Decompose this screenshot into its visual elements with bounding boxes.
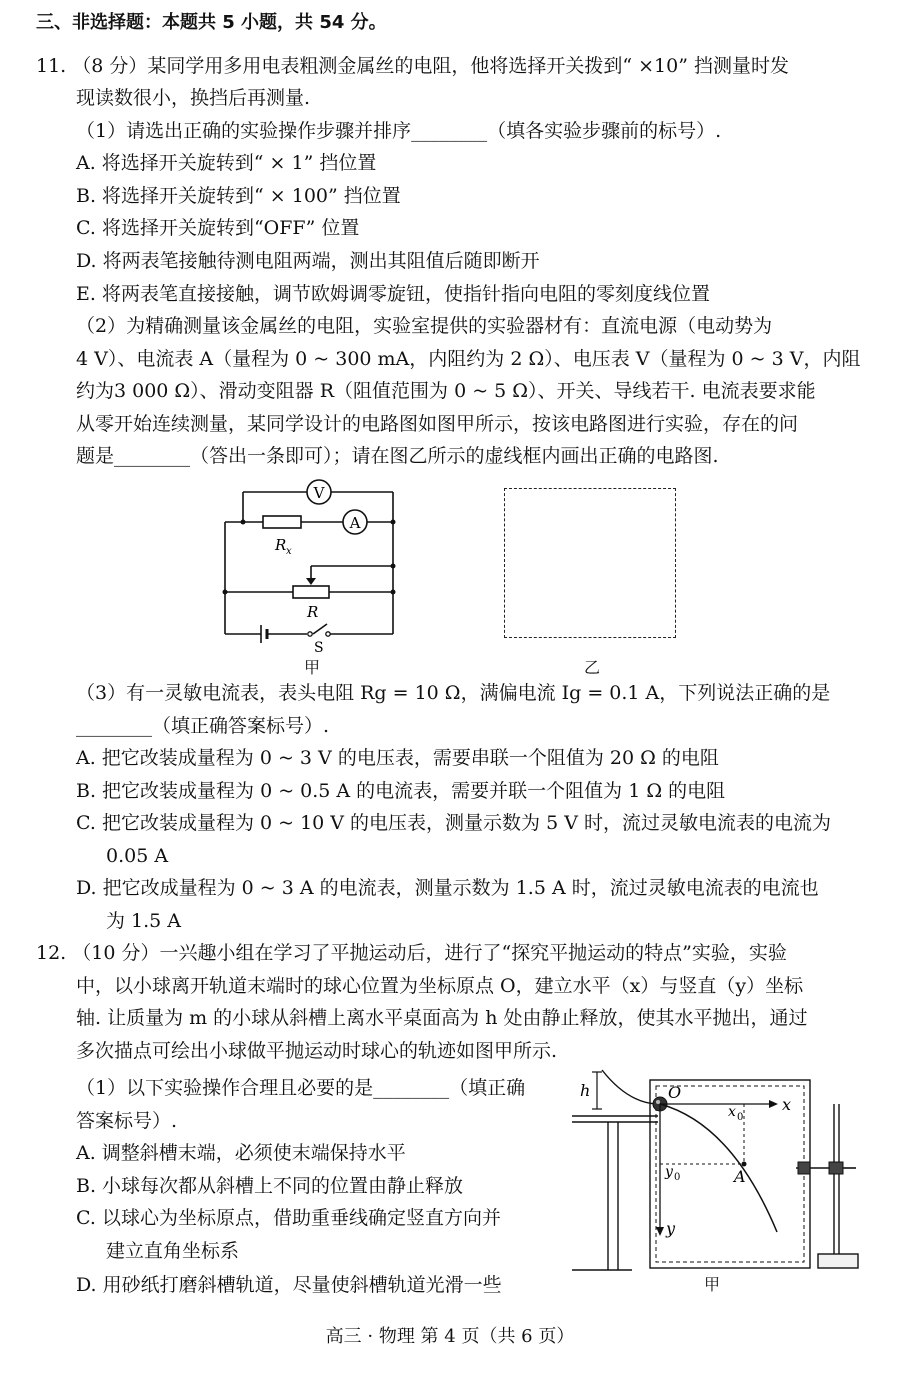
page-footer: 高三 · 物理 第 4 页（共 6 页） [325, 1326, 575, 1347]
q12-part1-option-d: D. 用砂纸打磨斜槽轨道，尽量使斜槽轨道光滑一些 [76, 1274, 502, 1296]
clamp-left [798, 1162, 810, 1174]
figure-caption-projectile: 甲 [704, 1275, 721, 1294]
point-a-label: A [734, 1167, 746, 1186]
q12-part1-option-c-line-1: C. 以球心为坐标原点，借助重垂线确定竖直方向并 [76, 1207, 501, 1229]
q11-part1-prompt: （1）请选出正确的实验操作步骤并排序________（填各实验步骤前的标号）. [76, 120, 722, 142]
rx-subscript: x [286, 546, 292, 557]
q11-part1-option-a: A. 将选择开关旋转到“ × 1” 挡位置 [76, 152, 377, 174]
x0-subscript: 0 [737, 1112, 744, 1123]
q11-intro-line-2: 现读数很小，换挡后再测量. [76, 87, 311, 109]
trajectory-curve [660, 1104, 777, 1232]
q11-part1-option-e: E. 将两表笔直接接触，调节欧姆调零旋钮，使指针指向电阻的零刻度线位置 [76, 283, 710, 305]
circuit-diagram-jia [215, 474, 415, 654]
projectile-figure [572, 1064, 872, 1294]
q12-part1-option-b: B. 小球每次都从斜槽上不同的位置由静止释放 [76, 1175, 464, 1197]
x0-label: x [728, 1104, 736, 1120]
figure-caption-yi: 乙 [584, 658, 601, 677]
q12-part1-option-c-line-2: 建立直角坐标系 [106, 1240, 240, 1262]
q12-part1-line-2: 答案标号）. [76, 1110, 178, 1132]
q11-part2-line-5: 题是________（答出一条即可）；请在图乙所示的虚线框内画出正确的电路图. [76, 445, 719, 467]
y-axis-arrow-icon [656, 1227, 664, 1236]
q11-part2-line-4: 从零开始连续测量，某同学设计的电路图如图甲所示，按该电路图进行实验，存在的问 [76, 413, 799, 435]
q12-intro-line-1: 12. （10 分）一兴趣小组在学习了平抛运动后，进行了“探究平抛运动的特点”实验，实验 [36, 942, 787, 964]
x-axis-arrow-icon [769, 1100, 778, 1108]
q11-part2-line-1: （2）为精确测量该金属丝的电阻，实验室提供的实验器材有：直流电源（电动势为 [76, 315, 773, 337]
clamp-right [829, 1162, 843, 1174]
switch-label: S [314, 640, 324, 654]
q11-part3-option-c-line-2: 0.05 A [106, 845, 169, 867]
rheostat-label: R [307, 603, 319, 621]
y0-subscript: 0 [674, 1172, 681, 1183]
q11-part2-line-3: 约为3 000 Ω）、滑动变阻器 R（阻值范围为 0 ~ 5 Ω）、开关、导线若干. 电流表要求能 [76, 380, 816, 402]
answer-box-yi [504, 488, 676, 638]
section-title: 三、非选择题：本题共 5 小题，共 54 分。 [36, 12, 387, 33]
q11-part1-option-b: B. 将选择开关旋转到“ × 100” 挡位置 [76, 185, 401, 207]
rx-label: R [275, 536, 287, 554]
voltmeter-label: V [313, 484, 325, 502]
point-a-marker [742, 1162, 747, 1167]
q11-part1-option-c: C. 将选择开关旋转到“OFF” 位置 [76, 217, 360, 239]
q12-intro-line-3: 轴. 让质量为 m 的小球从斜槽上离水平桌面高为 h 处由静止释放，使其水平抛出，通过 [76, 1007, 808, 1029]
q12-intro-line-4: 多次描点可绘出小球做平抛运动时球心的轨迹如图甲所示. [76, 1040, 558, 1062]
q12-intro-line-2: 中，以小球离开轨道末端时的球心位置为坐标原点 O，建立水平（x）与竖直（y）坐标 [76, 975, 804, 997]
q11-part3-option-c-line-1: C. 把它改装成量程为 0 ~ 10 V 的电压表，测量示数为 5 V 时，流过灵敏电流表的电流为 [76, 812, 831, 834]
q11-part1-option-d: D. 将两表笔接触待测电阻两端，测出其阻值后随即断开 [76, 250, 540, 272]
x-axis-label: x [782, 1095, 792, 1114]
y-axis-label: y [666, 1219, 676, 1238]
origin-label: O [668, 1083, 682, 1102]
q12-part1-line-1: （1）以下实验操作合理且必要的是________（填正确 [76, 1077, 526, 1099]
q11-part3-option-b: B. 把它改装成量程为 0 ~ 0.5 A 的电流表，需要并联一个阻值为 1 Ω 的电阻 [76, 780, 726, 802]
q11-part2-line-2: 4 V）、电流表 A（量程为 0 ~ 300 mA，内阻约为 2 Ω）、电压表 V（量程为 0 ~ 3 V，内阻 [76, 348, 861, 370]
ammeter-label: A [349, 514, 361, 532]
q11-part3-option-d-line-1: D. 把它改成量程为 0 ~ 3 A 的电流表，测量示数为 1.5 A 时，流过灵敏电流表的电流也 [76, 877, 819, 899]
q11-part3-line-1: （3）有一灵敏电流表，表头电阻 Rg = 10 Ω，满偏电流 Ig = 0.1 A，下列说法正确的是 [76, 682, 831, 704]
q12-part1-option-a: A. 调整斜槽末端，必须使末端保持水平 [76, 1142, 406, 1164]
figure-caption-jia: 甲 [304, 658, 321, 677]
q11-intro-line-1: 11. （8 分）某同学用多用电表粗测金属丝的电阻，他将选择开关拨到“ ×10” 挡测量时发 [36, 55, 789, 77]
q11-part3-option-a: A. 把它改装成量程为 0 ~ 3 V 的电压表，需要串联一个阻值为 20 Ω 的电阻 [76, 747, 719, 769]
q11-part3-option-d-line-2: 为 1.5 A [106, 910, 182, 932]
y0-label: y [665, 1164, 673, 1180]
q11-part3-line-2: ________（填正确答案标号）. [76, 715, 330, 737]
slider-arrow-icon [306, 578, 316, 585]
h-label: h [580, 1081, 591, 1100]
